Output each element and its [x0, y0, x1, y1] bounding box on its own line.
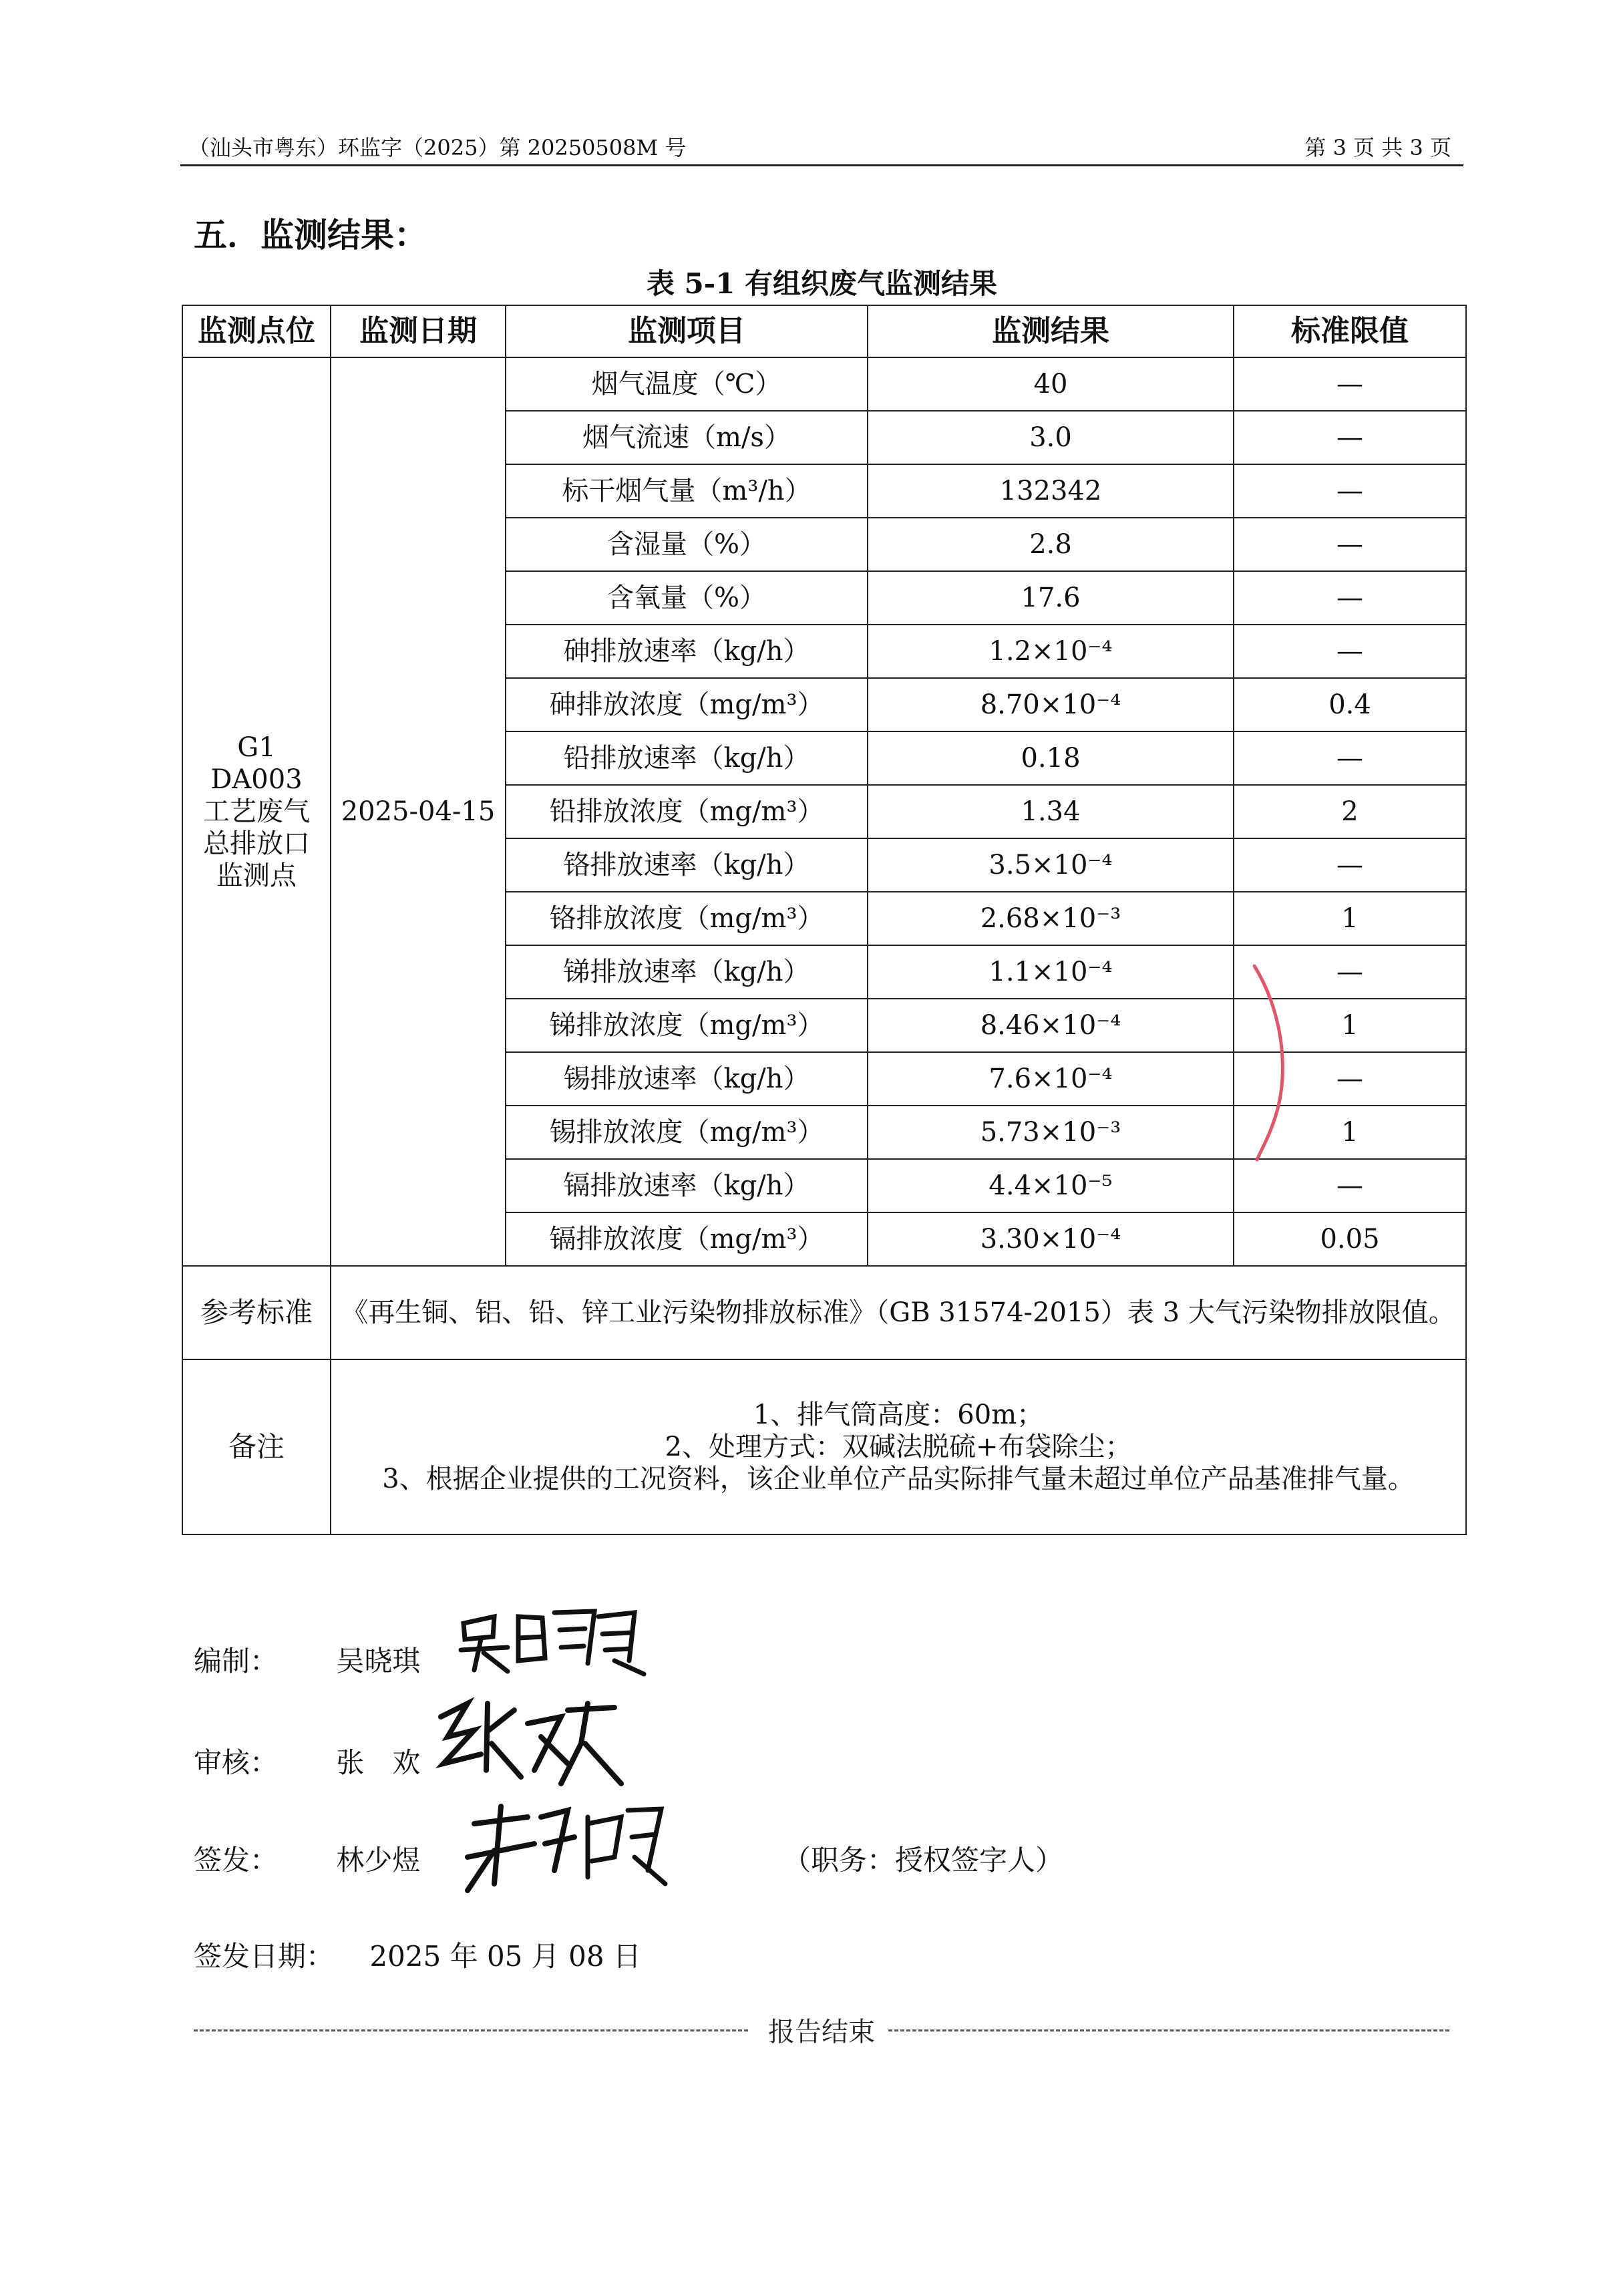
- end-dash-right: [888, 2029, 1449, 2031]
- standard-limit: —: [1234, 1159, 1466, 1212]
- standard-limit: —: [1234, 838, 1466, 892]
- monitoring-result: 1.1×10⁻⁴: [868, 945, 1234, 999]
- issue-date: 2025 年 05 月 08 日: [369, 1940, 641, 1973]
- reviewed-name: 张 欢: [336, 1746, 421, 1779]
- standard-limit: —: [1234, 411, 1466, 464]
- monitoring-result: 4.4×10⁻⁵: [868, 1159, 1234, 1212]
- page-number: 第 3 页 共 3 页: [1304, 135, 1451, 160]
- location-line: DA003: [210, 764, 303, 795]
- monitoring-result: 2.68×10⁻³: [868, 892, 1234, 945]
- issued-by-row: [194, 1838, 420, 1878]
- monitoring-item: 铬排放速率（kg/h）: [506, 838, 868, 892]
- monitoring-item: 锡排放速率（kg/h）: [506, 1052, 868, 1106]
- compiled-signature: [454, 1597, 648, 1677]
- table-row: [182, 357, 1466, 411]
- notes-label: 备注: [182, 1359, 331, 1534]
- standard-limit: —: [1234, 731, 1466, 785]
- issuer-title: [783, 1838, 1063, 1878]
- monitoring-item: 标干烟气量（m³/h）: [506, 464, 868, 518]
- issued-signature: [454, 1797, 668, 1897]
- reviewed-label: 审核：: [194, 1746, 279, 1779]
- monitoring-date: 2025-04-15: [331, 357, 506, 1266]
- column-header: 监测结果: [868, 305, 1234, 357]
- monitoring-item: 含湿量（%）: [506, 518, 868, 571]
- compiled-label: 编制：: [194, 1645, 279, 1677]
- standard-limit: —: [1234, 357, 1466, 411]
- monitoring-item: 铅排放速率（kg/h）: [506, 731, 868, 785]
- red-pen-mark: [1249, 962, 1296, 1162]
- monitoring-result: 1.34: [868, 785, 1234, 838]
- compiled-by-row: [194, 1639, 420, 1679]
- issue-date-label: 签发日期：: [194, 1940, 335, 1973]
- reference-standard-text: 《再生铜、铝、铅、锌工业污染物排放标准》（GB 31574-2015）表 3 大气污染物排放限值。: [331, 1266, 1466, 1359]
- notes-row: [182, 1359, 1466, 1534]
- column-header: 监测日期: [331, 305, 506, 357]
- document-number: （汕头市粤东）环监字（2025）第 20250508M 号: [188, 135, 687, 160]
- monitoring-result: 2.8: [868, 518, 1234, 571]
- monitoring-result: 8.46×10⁻⁴: [868, 999, 1234, 1052]
- results-table: [182, 305, 1467, 1535]
- standard-limit: —: [1234, 625, 1466, 678]
- monitoring-result: 3.30×10⁻⁴: [868, 1212, 1234, 1266]
- monitoring-item: 锑排放速率（kg/h）: [506, 945, 868, 999]
- monitoring-item: 镉排放速率（kg/h）: [506, 1159, 868, 1212]
- monitoring-result: 8.70×10⁻⁴: [868, 678, 1234, 731]
- issuer-title-text: （职务：授权签字人）: [783, 1844, 1064, 1876]
- standard-limit: —: [1234, 1052, 1466, 1106]
- report-end-line: [194, 2011, 1449, 2051]
- monitoring-item: 砷排放浓度（mg/m³）: [506, 678, 868, 731]
- monitoring-item: 镉排放浓度（mg/m³）: [506, 1212, 868, 1266]
- monitoring-result: 132342: [868, 464, 1234, 518]
- end-dash-left: [194, 2029, 748, 2031]
- standard-limit: 1: [1234, 892, 1466, 945]
- monitoring-item: 铬排放浓度（mg/m³）: [506, 892, 868, 945]
- monitoring-result: 0.18: [868, 731, 1234, 785]
- monitoring-item: 砷排放速率（kg/h）: [506, 625, 868, 678]
- standard-limit: 1: [1234, 1106, 1466, 1159]
- monitoring-location: [182, 357, 331, 1266]
- reviewed-signature: [427, 1690, 628, 1790]
- section-title: 五．监测结果：: [194, 216, 427, 255]
- location-line: 总排放口: [203, 828, 310, 859]
- monitoring-item: 烟气温度（℃）: [506, 357, 868, 411]
- compiled-name: 吴晓琪: [336, 1645, 421, 1677]
- monitoring-item: 锑排放浓度（mg/m³）: [506, 999, 868, 1052]
- note-line: 2、处理方式：双碱法脱硫+布袋除尘；: [665, 1432, 1132, 1462]
- issued-label: 签发：: [194, 1844, 279, 1876]
- column-header: 标准限值: [1234, 305, 1466, 357]
- reviewed-by-row: [194, 1741, 420, 1781]
- monitoring-item: 铅排放浓度（mg/m³）: [506, 785, 868, 838]
- issued-name: 林少煜: [336, 1844, 421, 1876]
- standard-limit: —: [1234, 518, 1466, 571]
- reference-label: 参考标准: [182, 1266, 331, 1359]
- standard-limit: —: [1234, 464, 1466, 518]
- monitoring-result: 17.6: [868, 571, 1234, 625]
- standard-limit: —: [1234, 571, 1466, 625]
- location-line: 工艺废气: [203, 796, 310, 827]
- report-end-text: 报告结束: [761, 2017, 882, 2047]
- table-header-row: [182, 305, 1466, 357]
- issue-date-row: [194, 1935, 641, 1975]
- standard-limit: 0.05: [1234, 1212, 1466, 1266]
- monitoring-result: 5.73×10⁻³: [868, 1106, 1234, 1159]
- location-line: 监测点: [216, 860, 297, 891]
- standard-limit: —: [1234, 945, 1466, 999]
- column-header: 监测点位: [182, 305, 331, 357]
- standard-limit: 1: [1234, 999, 1466, 1052]
- notes-text: [331, 1359, 1466, 1534]
- standard-limit: 0.4: [1234, 678, 1466, 731]
- monitoring-result: 7.6×10⁻⁴: [868, 1052, 1234, 1106]
- monitoring-result: 1.2×10⁻⁴: [868, 625, 1234, 678]
- monitoring-result: 40: [868, 357, 1234, 411]
- column-header: 监测项目: [506, 305, 868, 357]
- note-line: 3、根据企业提供的工况资料，该企业单位产品实际排气量未超过单位产品基准排气量。: [382, 1464, 1415, 1494]
- standard-limit: 2: [1234, 785, 1466, 838]
- table-caption: 表 5-1 有组织废气监测结果: [646, 267, 998, 300]
- monitoring-result: 3.5×10⁻⁴: [868, 838, 1234, 892]
- monitoring-item: 烟气流速（m/s）: [506, 411, 868, 464]
- monitoring-result: 3.0: [868, 411, 1234, 464]
- monitoring-item: 锡排放浓度（mg/m³）: [506, 1106, 868, 1159]
- reference-row: [182, 1266, 1466, 1359]
- note-line: 1、排气筒高度：60m；: [753, 1400, 1044, 1430]
- monitoring-item: 含氧量（%）: [506, 571, 868, 625]
- page-header: [180, 131, 1463, 166]
- location-line: G1: [237, 732, 276, 763]
